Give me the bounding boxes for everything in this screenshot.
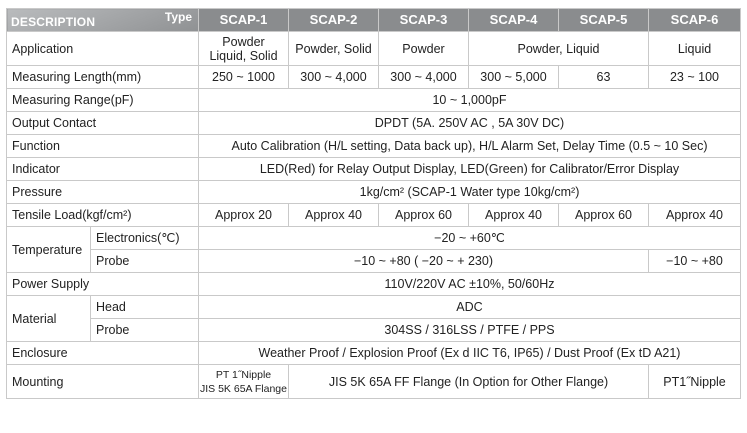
application-scap6: Liquid xyxy=(649,32,741,66)
mounting-label: Mounting xyxy=(7,365,199,399)
measuring-length-scap6: 23 ~ 100 xyxy=(649,66,741,89)
application-scap1-line2: Liquid, Solid xyxy=(209,48,278,63)
row-application xyxy=(7,32,741,66)
tensile-load-label: Tensile Load(kgf/cm²) xyxy=(7,204,199,227)
measuring-length-scap4: 300 ~ 5,000 xyxy=(469,66,559,89)
temperature-electronics-label: Electronics(℃) xyxy=(91,227,199,250)
description-label: DESCRIPTION xyxy=(11,15,96,29)
specification-table xyxy=(6,8,741,399)
row-measuring-length xyxy=(7,66,741,89)
tensile-load-scap3: Approx 60 xyxy=(379,204,469,227)
application-scap1-line1: Powder xyxy=(222,34,265,49)
function-label: Function xyxy=(7,135,199,158)
temperature-label: Temperature xyxy=(7,227,91,273)
row-output-contact xyxy=(7,112,741,135)
pressure-label: Pressure xyxy=(7,181,199,204)
mounting-scap1-line1: PT 1˝Nipple xyxy=(215,368,272,381)
measuring-length-scap5: 63 xyxy=(559,66,649,89)
measuring-range-value: 10 ~ 1,000pF xyxy=(199,89,741,112)
application-label: Application xyxy=(7,32,199,66)
application-scap3: Powder xyxy=(379,32,469,66)
power-supply-value: 110V/220V AC ±10%, 50/60Hz xyxy=(199,273,741,296)
measuring-length-scap3: 300 ~ 4,000 xyxy=(379,66,469,89)
row-temperature-probe xyxy=(7,250,741,273)
model-header-scap4: SCAP-4 xyxy=(469,9,559,32)
tensile-load-scap1: Approx 20 xyxy=(199,204,289,227)
row-measuring-range xyxy=(7,89,741,112)
description-type-header xyxy=(7,9,199,32)
header-row xyxy=(7,9,741,32)
tensile-load-scap4: Approx 40 xyxy=(469,204,559,227)
indicator-label: Indicator xyxy=(7,158,199,181)
measuring-length-scap1: 250 ~ 1000 xyxy=(199,66,289,89)
enclosure-value: Weather Proof / Explosion Proof (Ex d IIC T6, IP65) / Dust Proof (Ex tD A21) xyxy=(199,342,741,365)
material-probe-label: Probe xyxy=(91,319,199,342)
pressure-value: 1kg/cm² (SCAP-1 Water type 10kg/cm²) xyxy=(199,181,741,204)
tensile-load-scap6: Approx 40 xyxy=(649,204,741,227)
row-function xyxy=(7,135,741,158)
output-contact-value: DPDT (5A. 250V AC , 5A 30V DC) xyxy=(199,112,741,135)
row-enclosure xyxy=(7,342,741,365)
model-header-scap6: SCAP-6 xyxy=(649,9,741,32)
model-header-scap1: SCAP-1 xyxy=(199,9,289,32)
row-power-supply xyxy=(7,273,741,296)
temperature-probe-scap6: −10 ~ +80 xyxy=(649,250,741,273)
model-header-scap5: SCAP-5 xyxy=(559,9,649,32)
row-indicator xyxy=(7,158,741,181)
enclosure-label: Enclosure xyxy=(7,342,199,365)
power-supply-label: Power Supply xyxy=(7,273,199,296)
material-head-value: ADC xyxy=(199,296,741,319)
row-tensile-load xyxy=(7,204,741,227)
measuring-range-label: Measuring Range(pF) xyxy=(7,89,199,112)
function-value: Auto Calibration (H/L setting, Data back up), H/L Alarm Set, Delay Time (0.5 ~ 10 Sec) xyxy=(199,135,741,158)
row-mounting xyxy=(7,365,741,399)
application-scap2: Powder, Solid xyxy=(289,32,379,66)
output-contact-label: Output Contact xyxy=(7,112,199,135)
type-label: Type xyxy=(164,10,192,24)
measuring-length-label: Measuring Length(mm) xyxy=(7,66,199,89)
tensile-load-scap2: Approx 40 xyxy=(289,204,379,227)
row-pressure xyxy=(7,181,741,204)
mounting-scap1-line2: JIS 5K 65A Flange xyxy=(200,382,287,395)
mounting-scap6: PT1˝Nipple xyxy=(649,365,741,399)
application-scap4-5: Powder, Liquid xyxy=(469,32,649,66)
temperature-probe-value: −10 ~ +80 ( −20 ~ + 230) xyxy=(199,250,649,273)
measuring-length-scap2: 300 ~ 4,000 xyxy=(289,66,379,89)
row-temperature-electronics xyxy=(7,227,741,250)
material-label: Material xyxy=(7,296,91,342)
temperature-electronics-value: −20 ~ +60℃ xyxy=(199,227,741,250)
application-scap1 xyxy=(199,32,289,66)
material-probe-value: 304SS / 316LSS / PTFE / PPS xyxy=(199,319,741,342)
mounting-scap1 xyxy=(199,365,289,399)
indicator-value: LED(Red) for Relay Output Display, LED(Green) for Calibrator/Error Display xyxy=(199,158,741,181)
row-material-head xyxy=(7,296,741,319)
model-header-scap3: SCAP-3 xyxy=(379,9,469,32)
model-header-scap2: SCAP-2 xyxy=(289,9,379,32)
row-material-probe xyxy=(7,319,741,342)
tensile-load-scap5: Approx 60 xyxy=(559,204,649,227)
material-head-label: Head xyxy=(91,296,199,319)
temperature-probe-label: Probe xyxy=(91,250,199,273)
mounting-middle: JIS 5K 65A FF Flange (In Option for Other Flange) xyxy=(289,365,649,399)
